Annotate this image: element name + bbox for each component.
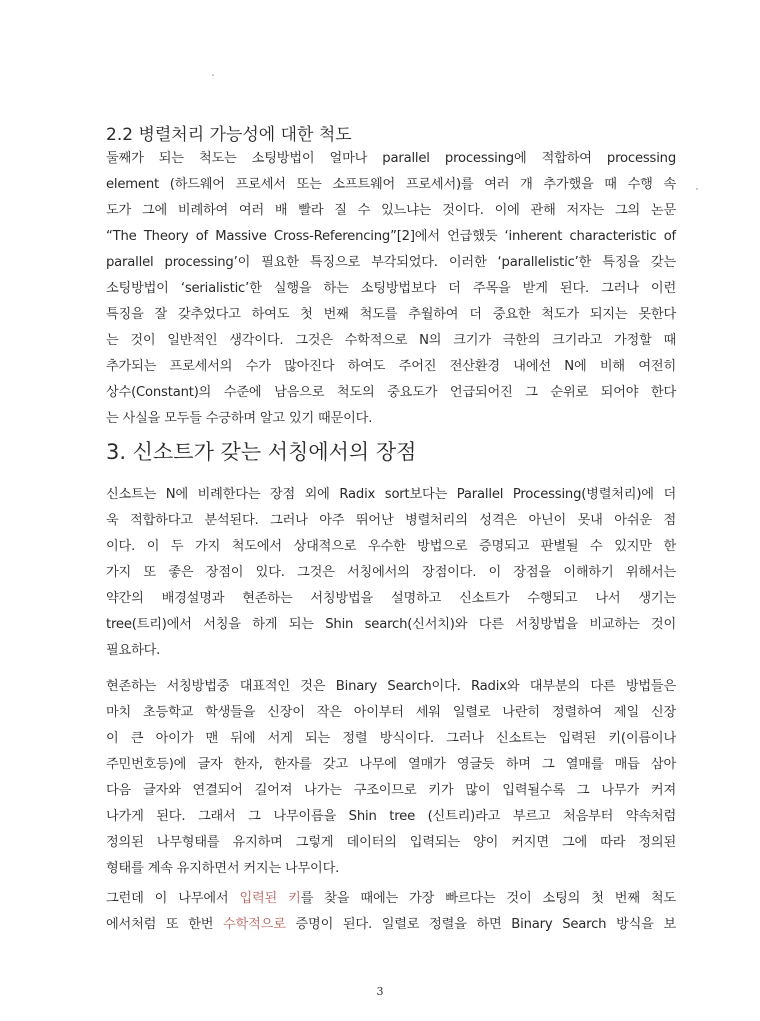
section-3-paragraph-3 [106, 886, 676, 938]
scan-speck [212, 74, 214, 76]
text-line: 상수(Constant)의 수준에 남음으로 척도의 중요도가 언급되어진 그 순위로 되어야 한다 [106, 385, 676, 400]
text-line [106, 912, 676, 938]
text-line: 형태를 계속 유지하면서 커지는 나무이다. [106, 861, 340, 876]
text-line: parallel processing’이 필요한 특징으로 부각되었다. 이러한 ‘parallelistic’한 특징을 갖는 [106, 255, 676, 270]
section-3-paragraph-1 [106, 482, 676, 664]
section-2-2-heading: 2.2 병렬처리 가능성에 대한 척도 [106, 125, 352, 145]
text-line: 이다. 이 두 가지 척도에서 상대적으로 우수한 방법으로 증명되고 판별될 수 있지만 한 [106, 539, 676, 554]
text-line: 나가게 된다. 그래서 그 나무이름을 Shin tree (신트리)라고 부르고 처음부터 약속처럼 [106, 809, 676, 824]
highlighted-text: 수학적으로 [223, 917, 286, 932]
text-line: 둘째가 되는 척도는 소팅방법이 얼마나 parallel processing에 적합하여 processing [106, 151, 676, 166]
text-line: 주민번호등)에 글자 한자, 한자를 갖고 나무에 열매가 영글듯 하며 그 열매를 매듭 삼아 [106, 757, 676, 772]
text-line: 욱 적합하다고 분석된다. 그러나 아주 뛰어난 병렬처리의 성격은 아닌이 못내 아쉬운 점 [106, 513, 676, 528]
text-line: 정의된 나무형태를 유지하며 그렇게 데이터의 입력되는 양이 커지면 그에 따라 정의된 [106, 835, 676, 850]
text-line: 이 큰 아이가 맨 뒤에 서게 되는 정렬 방식이다. 그러나 신소트는 입력된 키(이름이나 [106, 731, 676, 746]
text-line: 약간의 배경설명과 현존하는 서칭방법을 설명하고 신소트가 수행되고 나서 생기는 [106, 591, 676, 606]
text-run: 증명이 된다. 일렬로 정렬을 하면 Binary Search 방식을 보 [285, 917, 676, 932]
text-line: 특징을 잘 갖추었다고 하여도 첫 번째 척도를 추월하여 더 중요한 척도가 되지는 못한다 [106, 307, 676, 322]
page-number: 3 [376, 985, 384, 998]
scan-speck [696, 188, 698, 190]
text-line: 도가 그에 비례하여 여러 배 빨라 질 수 있느냐는 것이다. 이에 관해 저자는 그의 논문 [106, 203, 676, 218]
section-3-paragraph-2 [106, 674, 676, 882]
text-line: tree(트리)에서 서칭을 하게 되는 Shin search(신서치)와 다른 서칭방법을 비교하는 것이 [106, 617, 676, 632]
text-line: 마치 초등학교 학생들을 신장이 작은 아이부터 세워 일렬로 나란히 정렬하여 제일 신장 [106, 705, 676, 720]
text-line: 가지 또 좋은 장점이 있다. 그것은 서칭에서의 장점이다. 이 장점을 이해하기 위해서는 [106, 565, 676, 580]
text-line: 소팅방법이 ‘serialistic’한 실행을 하는 소팅방법보다 더 주목을 받게 된다. 그러나 이런 [106, 281, 676, 296]
text-line: element (하드웨어 프로세서 또는 소프트웨어 프로세서)를 여러 개 추가했을 때 수행 속 [106, 177, 676, 192]
text-line: 신소트는 N에 비례한다는 장점 외에 Radix sort보다는 Parallel Processing(병렬처리)에 더 [106, 487, 676, 502]
text-run: 에서처럼 또 한번 [106, 917, 224, 932]
section-2-2-paragraph [106, 146, 676, 432]
text-run: 를 찾을 때에는 가장 빠르다는 것이 소팅의 첫 번째 척도 [300, 891, 676, 906]
text-line: 현존하는 서칭방법중 대표적인 것은 Binary Search이다. Radix와 대부분의 다른 방법들은 [106, 679, 676, 694]
text-line: 필요하다. [106, 643, 161, 658]
section-3-heading: 3. 신소트가 갖는 서칭에서의 장점 [106, 440, 417, 464]
text-line: “The Theory of Massive Cross-Referencing”[2]에서 언급했듯 ‘inherent characteristic of [106, 229, 676, 244]
highlighted-text: 입력된 키 [239, 891, 301, 906]
text-line [106, 886, 676, 912]
text-run: 그런데 이 나무에서 [106, 891, 240, 906]
text-line: 는 것이 일반적인 생각이다. 그것은 수학적으로 N의 크기가 극한의 크기라고 가정할 때 [106, 333, 676, 348]
text-line: 추가되는 프로세서의 수가 많아진다 하여도 주어진 전산환경 내에선 N에 비해 여전히 [106, 359, 676, 374]
text-line: 다음 글자와 연결되어 길어져 나가는 구조이므로 키가 많이 입력될수록 그 나무가 커져 [106, 783, 676, 798]
text-line: 는 사실을 모두들 수긍하며 알고 있기 때문이다. [106, 411, 373, 426]
